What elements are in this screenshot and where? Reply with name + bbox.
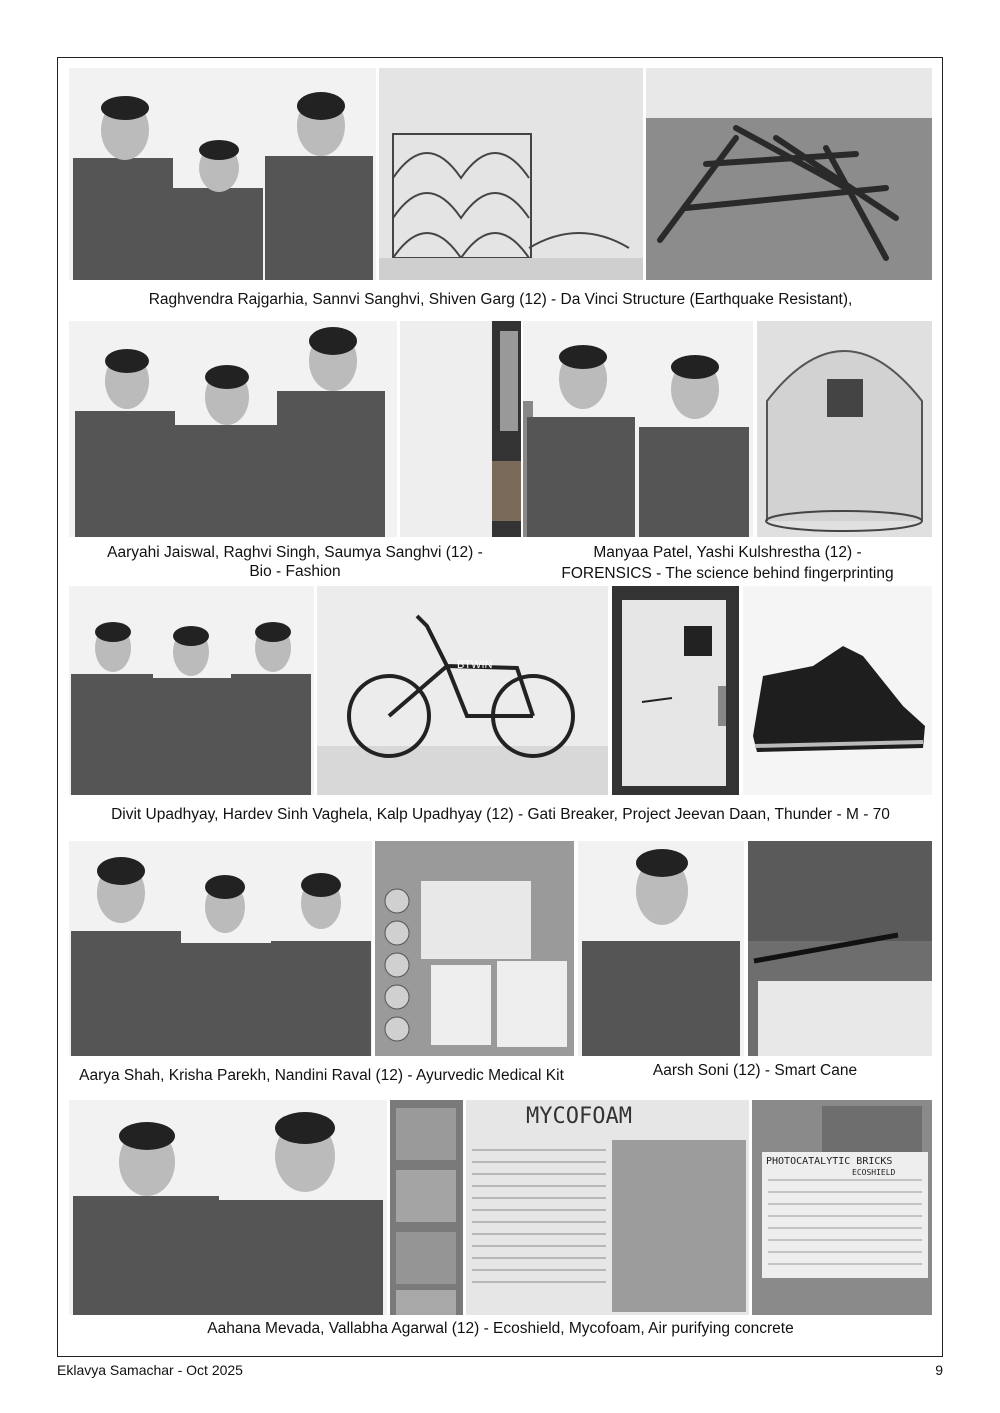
photo-students-group-2 [69, 321, 397, 537]
bike-brand-label: BTWIN [457, 659, 493, 671]
photo-arch-model [379, 68, 643, 280]
photo-student-aarsh [578, 841, 744, 1056]
photo-davinci-bridge [646, 68, 932, 280]
photo-students-group-5 [69, 841, 372, 1056]
photo-jeevan-daan-box [612, 586, 739, 795]
mycofoam-title: MYCOFOAM [526, 1104, 632, 1129]
caption-row2-right-line2: FORENSICS - The science behind fingerprinting [561, 565, 894, 582]
photo-mycofoam [466, 1100, 749, 1315]
caption-row2-left-line1: Aaryahi Jaiswal, Raghvi Singh, Saumya Sanghvi (12) - [107, 544, 483, 561]
photo-ayurvedic-kit [375, 841, 574, 1056]
photo-students-group-3 [523, 321, 753, 537]
caption-row2-left-line2: Bio - Fashion [249, 563, 341, 580]
photo-students-group-1 [69, 68, 376, 280]
photo-sneaker-thunder [743, 586, 932, 795]
caption-row3: Divit Upadhyay, Hardev Sinh Vaghela, Kalp Upadhyay (12) - Gati Breaker, Project Jeevan Daan, Thunder - M - 70 [111, 806, 890, 823]
photo-students-group-6 [69, 1100, 387, 1315]
photo-students-group-4 [69, 586, 314, 795]
bricks-subtitle: ECOSHIELD [852, 1168, 896, 1177]
photo-smart-cane [748, 841, 932, 1056]
caption-row4-left: Aarya Shah, Krisha Parekh, Nandini Raval (12) - Ayurvedic Medical Kit [79, 1067, 564, 1084]
caption-row1: Raghvendra Rajgarhia, Sannvi Sanghvi, Shiven Garg (12) - Da Vinci Structure (Earthquake Resistant), [148, 291, 853, 308]
photo-bio-fashion-display [400, 321, 521, 537]
caption-row5: Aahana Mevada, Vallabha Agarwal (12) - Ecoshield, Mycofoam, Air purifying concrete [207, 1320, 794, 1337]
footer-publication: Eklavya Samachar - Oct 2025 [57, 1362, 243, 1378]
photo-photocatalytic-bricks [752, 1100, 932, 1315]
footer-page-number: 9 [935, 1362, 943, 1378]
photo-concrete-samples [390, 1100, 463, 1315]
caption-row2-right-line1: Manyaa Patel, Yashi Kulshrestha (12) - [593, 544, 862, 561]
photo-bicycle [317, 586, 608, 795]
caption-row4-right: Aarsh Soni (12) - Smart Cane [652, 1062, 858, 1079]
bricks-title: PHOTOCATALYTIC BRICKS [766, 1156, 893, 1167]
photo-fingerprint-dome [757, 321, 932, 537]
